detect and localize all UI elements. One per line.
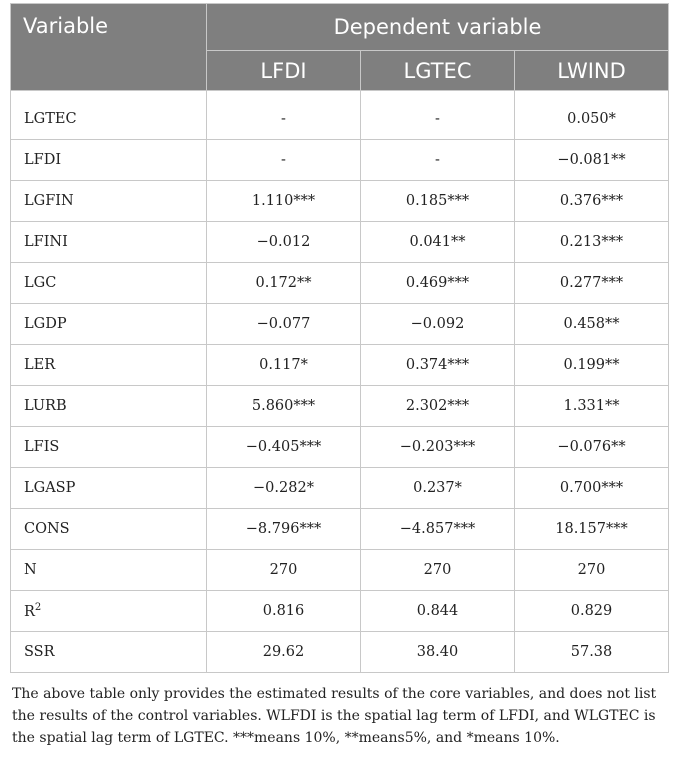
table-row bbox=[11, 386, 669, 427]
row-label-text: LER bbox=[24, 357, 56, 373]
table-row bbox=[11, 427, 669, 468]
table-cell: 38.40 bbox=[361, 632, 515, 673]
row-label-text: CONS bbox=[24, 521, 70, 537]
table-cell: 0.829 bbox=[515, 591, 669, 632]
row-label bbox=[11, 140, 207, 181]
row-label-text: LGDP bbox=[24, 316, 67, 332]
row-label bbox=[11, 345, 207, 386]
table-row bbox=[11, 509, 669, 550]
table-cell: 0.277*** bbox=[515, 263, 669, 304]
row-label-text: N bbox=[24, 562, 37, 578]
table-cell: - bbox=[207, 91, 361, 140]
table-row bbox=[11, 222, 669, 263]
row-label bbox=[11, 427, 207, 468]
table-row bbox=[11, 263, 669, 304]
table-cell: 0.376*** bbox=[515, 181, 669, 222]
row-label-text: LGTEC bbox=[24, 111, 77, 127]
table-cell: −0.077 bbox=[207, 304, 361, 345]
table-row bbox=[11, 345, 669, 386]
table-cell: - bbox=[361, 140, 515, 181]
table-cell: 1.331** bbox=[515, 386, 669, 427]
table-row bbox=[11, 591, 669, 632]
table-cell: −0.092 bbox=[361, 304, 515, 345]
table-cell: 1.110*** bbox=[207, 181, 361, 222]
row-label bbox=[11, 304, 207, 345]
row-label bbox=[11, 632, 207, 673]
row-label-text: R bbox=[24, 603, 35, 620]
table-row bbox=[11, 550, 669, 591]
table-cell: −0.012 bbox=[207, 222, 361, 263]
table-cell: −8.796*** bbox=[207, 509, 361, 550]
row-label-superscript: 2 bbox=[34, 602, 42, 614]
row-label bbox=[11, 591, 207, 632]
table-body bbox=[11, 91, 669, 673]
column-header-lfdi: LFDI bbox=[207, 51, 361, 91]
table-cell: 0.117* bbox=[207, 345, 361, 386]
row-label-text: LGASP bbox=[24, 480, 76, 496]
row-label bbox=[11, 222, 207, 263]
table-cell: 270 bbox=[515, 550, 669, 591]
table-cell: 0.469*** bbox=[361, 263, 515, 304]
row-label-text: LGC bbox=[24, 275, 57, 291]
row-label-text: LURB bbox=[24, 398, 67, 414]
table-cell: - bbox=[207, 140, 361, 181]
table-cell: −4.857*** bbox=[361, 509, 515, 550]
table-cell: 0.374*** bbox=[361, 345, 515, 386]
table-cell: 0.199** bbox=[515, 345, 669, 386]
table-cell: 57.38 bbox=[515, 632, 669, 673]
table-cell: 270 bbox=[361, 550, 515, 591]
table-cell: −0.081** bbox=[515, 140, 669, 181]
table-cell: 0.700*** bbox=[515, 468, 669, 509]
table-cell: 18.157*** bbox=[515, 509, 669, 550]
table-row bbox=[11, 468, 669, 509]
row-label bbox=[11, 263, 207, 304]
column-header-lwind: LWIND bbox=[515, 51, 669, 91]
row-label bbox=[11, 550, 207, 591]
row-label bbox=[11, 509, 207, 550]
table-cell: −0.076** bbox=[515, 427, 669, 468]
table-cell: 0.844 bbox=[361, 591, 515, 632]
results-table bbox=[10, 3, 669, 673]
table-cell: 0.185*** bbox=[361, 181, 515, 222]
column-header-lgtec: LGTEC bbox=[361, 51, 515, 91]
row-label bbox=[11, 468, 207, 509]
variable-column-header: Variable bbox=[11, 4, 207, 91]
table-header bbox=[11, 4, 669, 91]
row-label-text: LFDI bbox=[24, 152, 62, 168]
table-cell: - bbox=[361, 91, 515, 140]
row-label-text: LGFIN bbox=[24, 193, 74, 209]
table-cell: 0.050* bbox=[515, 91, 669, 140]
dependent-variable-header: Dependent variable bbox=[207, 4, 669, 51]
table-footnote: The above table only provides the estimated results of the core variables, and does not list the results of the control variables. WLFDI is the spatial lag term of LFDI, and WLGTEC is the spatial lag term of LGTEC. ***means 10%, **means5%, and *means 10%. bbox=[12, 686, 657, 746]
table-cell: 0.213*** bbox=[515, 222, 669, 263]
table-cell: 0.172** bbox=[207, 263, 361, 304]
row-label bbox=[11, 91, 207, 140]
table-row bbox=[11, 140, 669, 181]
table-row bbox=[11, 181, 669, 222]
row-label bbox=[11, 181, 207, 222]
table-cell: 5.860*** bbox=[207, 386, 361, 427]
table-cell: 0.041** bbox=[361, 222, 515, 263]
row-label bbox=[11, 386, 207, 427]
table-row bbox=[11, 91, 669, 140]
row-label-text: LFINI bbox=[24, 234, 68, 250]
row-label-text: LFIS bbox=[24, 439, 60, 455]
table-cell: −0.405*** bbox=[207, 427, 361, 468]
table-cell: 29.62 bbox=[207, 632, 361, 673]
table-cell: −0.203*** bbox=[361, 427, 515, 468]
table-cell: 0.458** bbox=[515, 304, 669, 345]
table-cell: −0.282* bbox=[207, 468, 361, 509]
table-cell: 270 bbox=[207, 550, 361, 591]
table-row bbox=[11, 632, 669, 673]
table-cell: 0.237* bbox=[361, 468, 515, 509]
results-table-container bbox=[10, 3, 668, 749]
row-label-text: SSR bbox=[24, 644, 55, 660]
table-cell: 0.816 bbox=[207, 591, 361, 632]
table-cell: 2.302*** bbox=[361, 386, 515, 427]
table-row bbox=[11, 304, 669, 345]
